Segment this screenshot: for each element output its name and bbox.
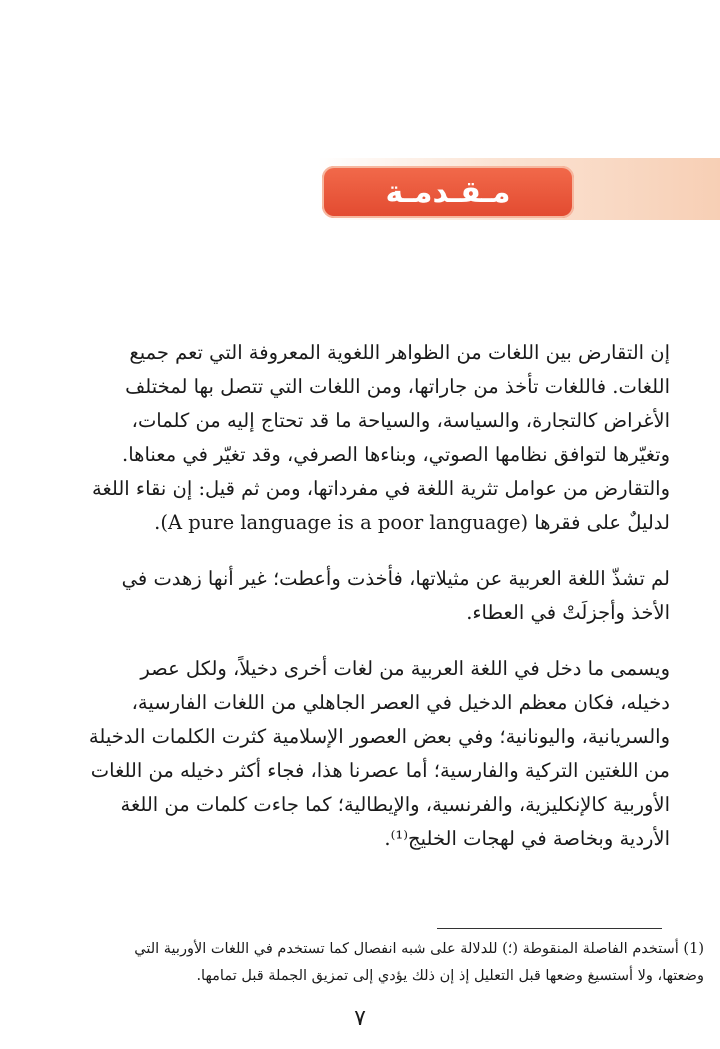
text-line: ويسمى ما دخل في اللغة العربية من لغات أخرى دخيلاً، ولكل عصر (140, 657, 670, 680)
paragraph-1 (58, 336, 704, 540)
page-number: ٧ (354, 1006, 366, 1031)
footnote-line: (1) أستخدم الفاصلة المنقوطة (؛) للدلالة على شبه انفصال كما تستخدم في اللغات الأوربية التي (134, 941, 704, 957)
text-line: الأخذ وأجزلَتْ في العطاء. (466, 601, 670, 624)
footnote (58, 936, 704, 990)
text-line: إن التقارض بين اللغات من الظواهر اللغوية المعروفة التي تعم جميع (129, 341, 670, 364)
footnote-line: وضعتها، ولا أستسيغ وضعها قبل التعليل إذ إن ذلك يؤدي إلى تمزيق الجملة قبل تمامها. (196, 968, 704, 984)
text-line: دخيله، فكان معظم الدخيل في العصر الجاهلي من اللغات الفارسية، (131, 691, 670, 714)
text-line: الأردية وبخاصة في لهجات الخليج⁽¹⁾. (384, 827, 670, 850)
text-line: لم تشذّ اللغة العربية عن مثيلاتها، فأخذت وأعطت؛ غير أنها زهدت في (121, 567, 670, 590)
text-line: الأوربية كالإنكليزية، والفرنسية، والإيطالية؛ كما جاءت كلمات من اللغة (120, 793, 670, 816)
text-line: والسريانية، واليونانية؛ وفي بعض العصور الإسلامية كثرت الكلمات الدخيلة (88, 725, 670, 748)
text-line: اللغات. فاللغات تأخذ من جاراتها، ومن اللغات التي تتصل بها لمختلف (125, 375, 670, 398)
main-text (58, 336, 704, 856)
text-line: لدليلٌ على فقرها (A pure language is a poor language). (154, 511, 670, 534)
text-line: والتقارض من عوامل تثرية اللغة في مفرداتها، ومن ثم قيل: إن نقاء اللغة (92, 477, 670, 500)
text-line: وتغيّرها لتوافق نظامها الصوتي، وبناءها الصرفي، وقد تغيّر في معناها. (122, 443, 670, 466)
footnote-divider (437, 928, 662, 929)
text-line: الأغراض كالتجارة، والسياسة، والسياحة ما قد تحتاج إليه من كلمات، (131, 409, 670, 432)
text-line: من اللغتين التركية والفارسية؛ أما عصرنا هذا، فجاء أكثر دخيله من اللغات (90, 759, 670, 782)
chapter-title: مـقـدمـة (385, 174, 511, 210)
paragraph-2 (58, 562, 704, 630)
chapter-title-badge (322, 166, 574, 218)
paragraph-3 (58, 652, 704, 856)
